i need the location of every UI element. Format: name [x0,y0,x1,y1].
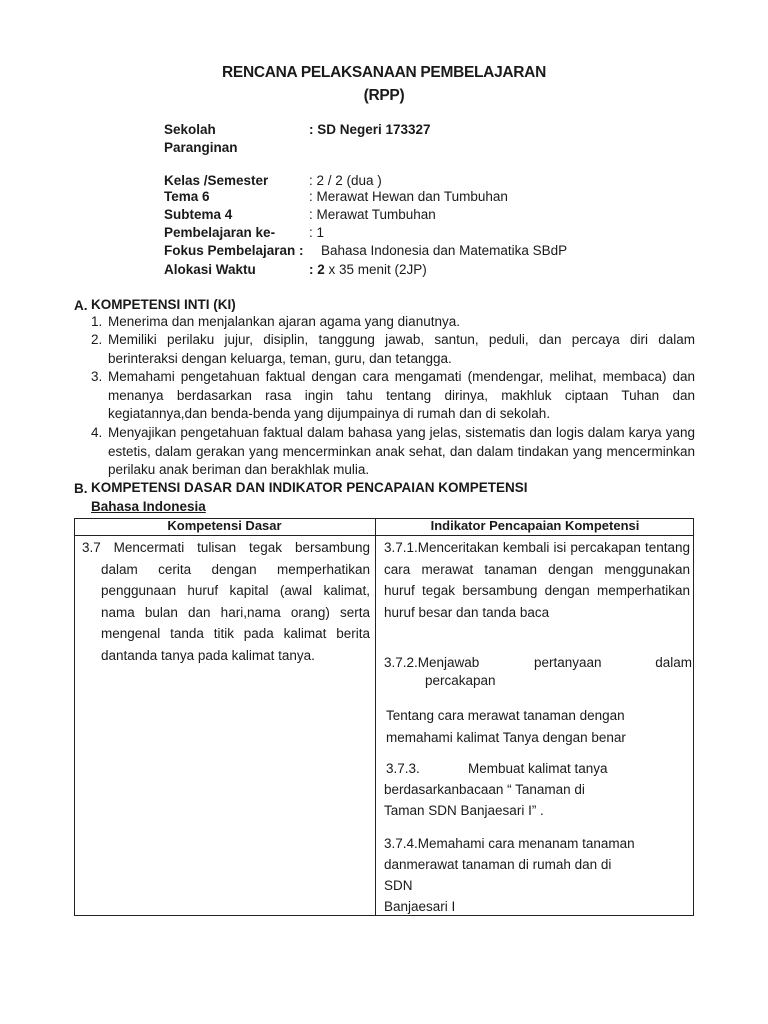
tema-label: Tema 6 [164,189,210,204]
indicator-3-7-4-line2: danmerawat tanaman di rumah dan di [384,857,612,872]
alokasi-value-wrap [309,262,427,277]
fokus-value: Bahasa Indonesia dan Matematika SBdP [321,243,568,258]
sekolah-value: : SD Negeri 173327 [309,122,431,137]
ki-item-3 [91,368,695,424]
sekolah-label: Sekolah [164,122,216,137]
indicator-3-7-4-line1: 3.7.4.Memahami cara menanam tanaman [384,836,635,851]
alokasi-colon: : 2 [309,262,325,277]
ki-item-2 [91,331,695,368]
indicator-3-7-3-text: Membuat kalimat tanya [468,761,608,776]
indicator-3-7-3-line2: berdasarkanbacaan “ Tanaman di [384,782,585,797]
indicator-3-7-4-line3: SDN [384,878,413,893]
tema-value: : Merawat Hewan dan Tumbuhan [309,189,508,204]
subtema-value: : Merawat Tumbuhan [309,207,436,222]
indicator-3-7-2-part-b: pertanyaan [534,655,602,670]
alokasi-value: x 35 menit (2JP) [324,262,427,277]
ki-item-text: Memiliki perilaku jujur, disiplin, tanggung jawab, santun, peduli, dan percaya diri dalam berinteraksi dengan keluarga, teman, guru, dan tetangga. [108,332,695,366]
ki-item-text: Menyajikan pengetahuan faktual dalam bahasa yang jelas, sistematis dan logis dalam karya yang estetis, dalam gerakan yang mencerminkan anak sehat, dan dalam tindakan yang mencerminkan perilaku anak beriman dan berakhlak mulia. [108,425,695,477]
indicator-3-7-4-line4: Banjaesari I [384,899,456,914]
indicator-3-7-2-detail: Tentang cara merawat tanaman dengan memahami kalimat Tanya dengan benar [386,708,626,745]
pembelajaran-label: Pembelajaran ke- [164,225,276,240]
ki-item-1 [91,313,695,332]
pembelajaran-value: : 1 [309,225,325,240]
indicator-3-7-2-cont: percakapan [425,673,496,688]
document-title: RENCANA PELAKSANAAN PEMBELAJARAN [222,64,546,81]
kd-cell: 3.7 Mencermati tulisan tegak bersambung dalam cerita dengan memperhatikan penggunaan huruf kapital (awal kalimat, nama bulan dan hari,nama orang) serta mengenal tanda titik pada kalimat berita dantanda tanya pada kalimat tanya. [82,540,370,663]
alokasi-label: Alokasi Waktu [164,262,256,277]
indicator-3-7-2-part-a: 3.7.2.Menjawab [384,655,480,670]
kelas-label: Kelas /Semester [164,173,269,188]
ki-item-number: 3. [91,369,103,384]
ki-item-text: Menerima dan menjalankan ajaran agama yang dianutnya. [108,314,460,329]
table-header-kd: Kompetensi Dasar [167,518,282,533]
table-header-indicator: Indikator Pencapaian Kompetensi [430,518,640,533]
subject-heading: Bahasa Indonesia [91,499,206,514]
sekolah-label-cont: Paranginan [164,140,238,155]
indicator-3-7-3-line3: Taman SDN Banjaesari I” . [384,803,544,818]
indicator-3-7-3-number: 3.7.3. [386,761,420,776]
ki-item-number: 4. [91,425,103,440]
section-b-heading: KOMPETENSI DASAR DAN INDIKATOR PENCAPAIAN KOMPETENSI [91,480,528,495]
indicator-3-7-1: 3.7.1.Menceritakan kembali isi percakapan tentang cara merawat tanaman dengan menggunakan huruf tegak bersambung dengan memperhatikan huruf besar dan tanda baca [384,540,690,620]
document-subtitle: (RPP) [363,87,405,104]
section-a-heading: KOMPETENSI INTI (KI) [91,297,236,312]
section-a-letter: A. [74,298,88,313]
table-header-divider [74,535,694,536]
indicator-3-7-2-part-c: dalam [655,655,692,670]
table-column-divider [375,518,376,916]
subtema-label: Subtema 4 [164,207,233,222]
section-b-letter: B. [74,481,88,496]
ki-item-text: Memahami pengetahuan faktual dengan cara mengamati (mendengar, melihat, membaca) dan menanya berdasarkan rasa ingin tahu tentang dirinya, makhluk ciptaan Tuhan dan kegiatannya,dan benda-benda yang dijumpainya di rumah dan di sekolah. [108,369,695,421]
fokus-label: Fokus Pembelajaran : [164,243,304,258]
ki-item-number: 2. [91,332,103,347]
kelas-value: : 2 / 2 (dua ) [309,173,382,188]
ki-item-4 [91,424,695,480]
ki-item-number: 1. [91,314,103,329]
